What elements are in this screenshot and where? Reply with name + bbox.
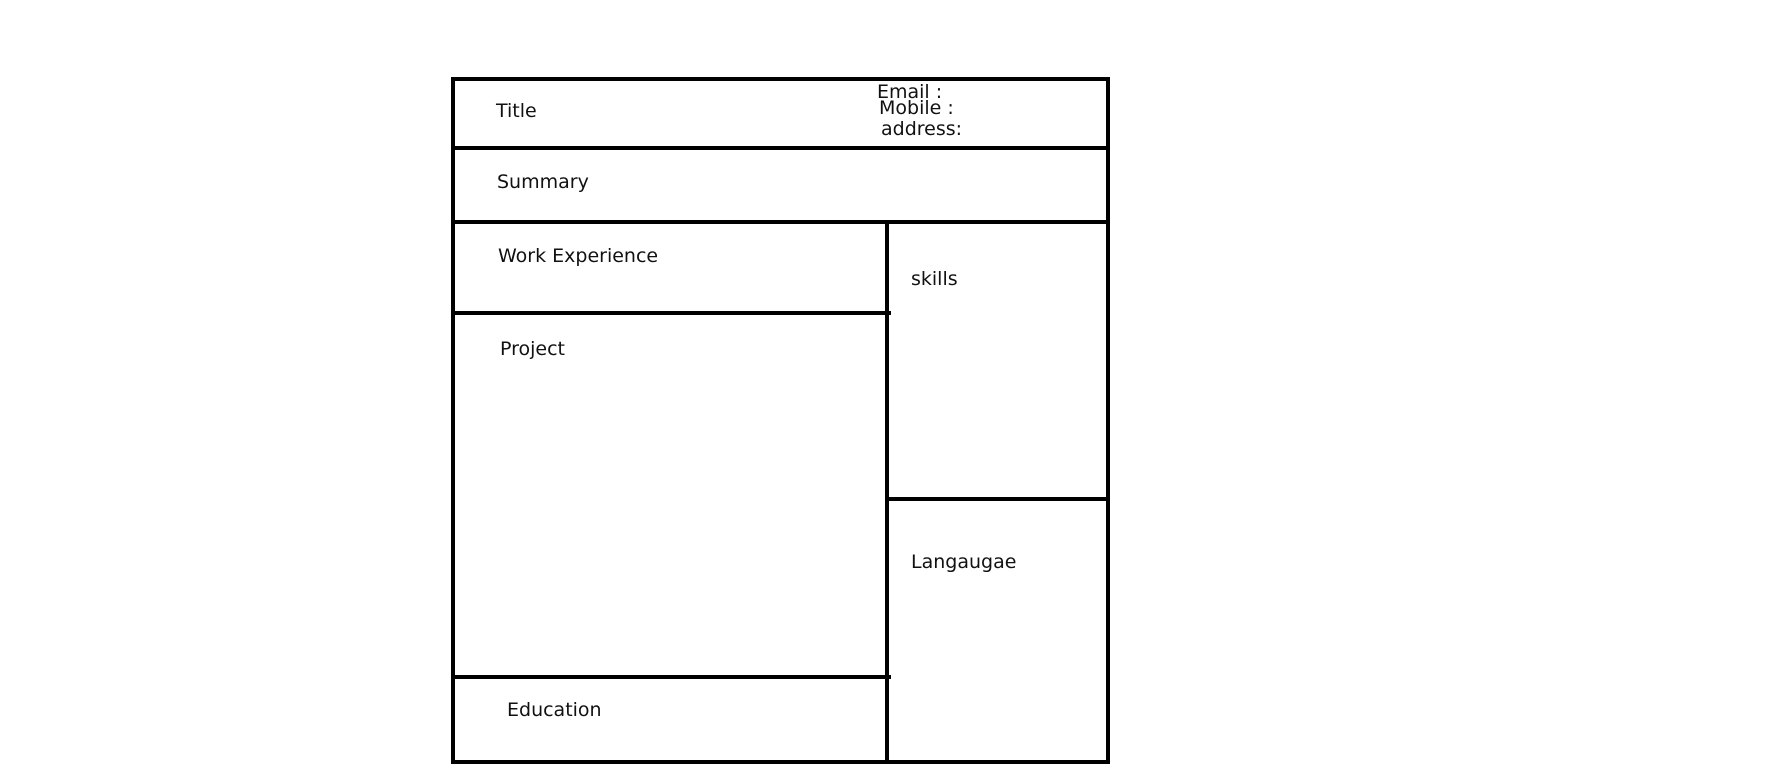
skills-section-label: skills [911, 268, 958, 290]
title-section-label: Title [496, 100, 537, 122]
education-section-label: Education [507, 699, 602, 721]
header-divider [451, 146, 1110, 150]
summary-section-label: Summary [497, 171, 589, 193]
address-label: address: [881, 118, 963, 140]
language-section-label: Langaugae [911, 551, 1017, 573]
mobile-label: Mobile : [879, 97, 954, 119]
column-divider [885, 220, 889, 764]
work-experience-section-label: Work Experience [498, 245, 659, 267]
summary-divider [451, 220, 1110, 224]
project-divider [451, 675, 891, 679]
project-section-label: Project [500, 338, 566, 360]
email-label: Email : [877, 81, 943, 103]
work-experience-divider [451, 311, 891, 315]
skills-divider [887, 497, 1110, 501]
